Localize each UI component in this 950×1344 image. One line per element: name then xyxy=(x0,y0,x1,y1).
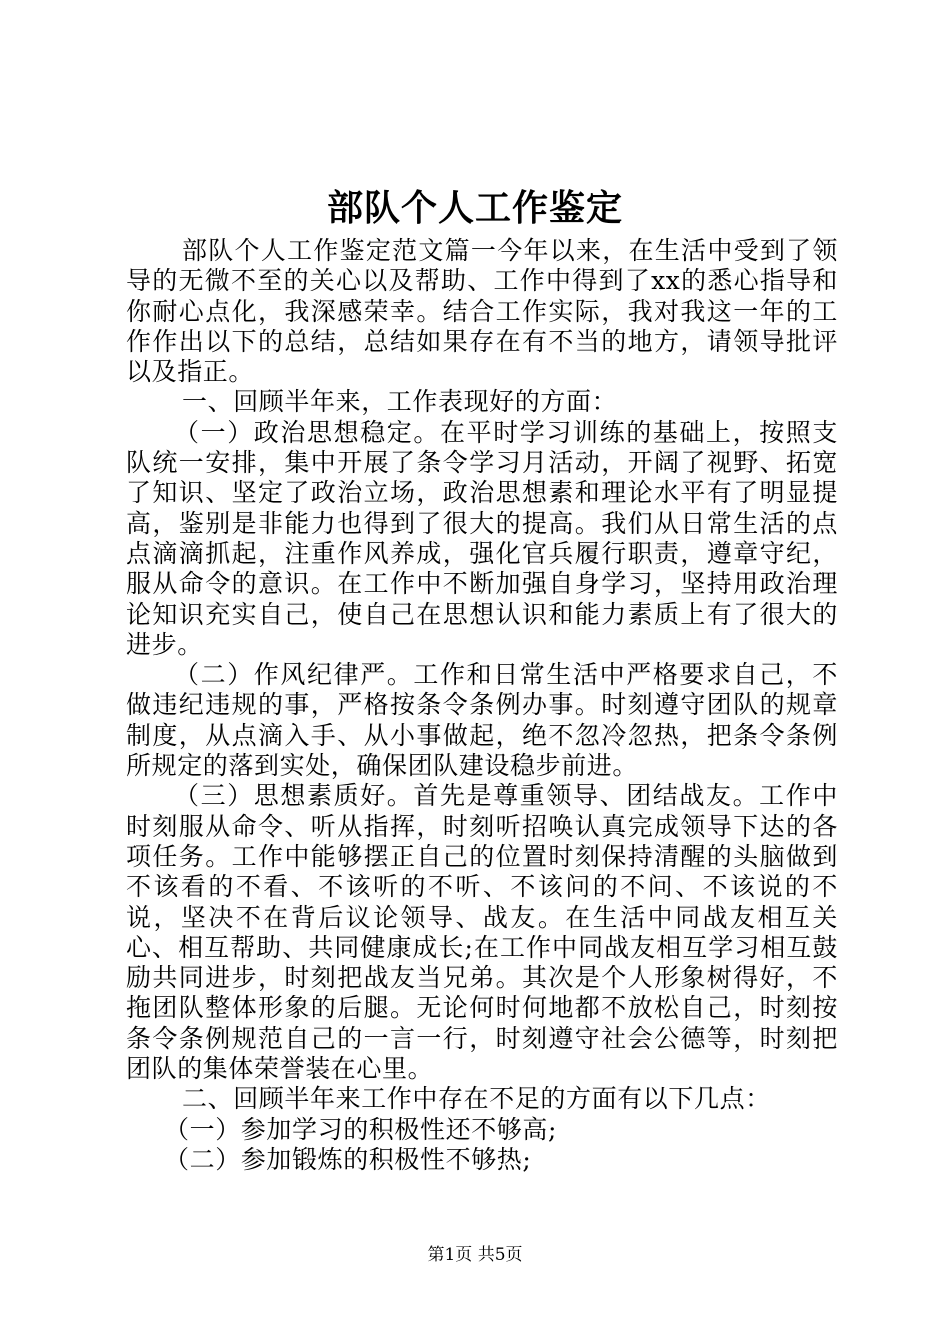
shortcoming-item: （二）参加锻炼的积极性不够热; xyxy=(164,1144,532,1174)
intro-paragraph: 部队个人工作鉴定范文篇一今年以来，在生活中受到了领导的无微不至的关心以及帮助、工作中得到了xx的悉心指导和你耐心点化，我深感荣幸。结合工作实际，我对我这一年的工作作出以下的总结，总结如果存在有不当的地方，请领导批评以及指正。 xyxy=(126,236,838,387)
section-heading-shortcomings: 二、回顾半年来工作中存在不足的方面有以下几点： xyxy=(182,1084,771,1114)
page-number-footer: 第1页 共5页 xyxy=(427,1245,523,1265)
subsection-discipline: （二）作风纪律严。工作和日常生活中严格要求自己，不做违纪违规的事，严格按条令条例办事。时刻遵守团队的规章制度，从点滴入手、从小事做起，绝不忽冷忽热，把条令条例所规定的落到实处，确保团队建设稳步前进。 xyxy=(126,660,838,781)
subsection-ideological-quality: （三）思想素质好。首先是尊重领导、团结战友。工作中时刻服从命令、听从指挥，时刻听招唤认真完成领导下达的各项任务。工作中能够摆正自己的位置时刻保持清醒的头脑做到不该看的不看、不该听的不听、不该问的不问、不该说的不说，坚决不在背后议论领导、战友。在生活中同战友相互关心、相互帮助、共同健康成长;在工作中同战友相互学习相互鼓励共同进步，时刻把战友当兄弟。其次是个人形象树得好，不拖团队整体形象的后腿。无论何时何地都不放松自己，时刻按条令条例规范自己的一言一行，时刻遵守社会公德等，时刻把团队的集体荣誉装在心里。 xyxy=(126,781,838,1084)
subsection-political-thought: （一）政治思想稳定。在平时学习训练的基础上，按照支队统一安排，集中开展了条令学习月活动，开阔了视野、拓宽了知识、坚定了政治立场，政治思想素和理论水平有了明显提高，鉴别是非能力也得到了很大的提高。我们从日常生活的点点滴滴抓起，注重作风养成，强化官兵履行职责，遵章守纪，服从命令的意识。在工作中不断加强自身学习，坚持用政治理论知识充实自己，使自己在思想认识和能力素质上有了很大的进步。 xyxy=(126,417,838,659)
document-title: 部队个人工作鉴定 xyxy=(326,187,623,229)
section-heading-strengths: 一、回顾半年来，工作表现好的方面： xyxy=(182,387,618,417)
shortcoming-item: （一）参加学习的积极性还不够高; xyxy=(164,1114,558,1144)
document-body xyxy=(126,236,838,1175)
